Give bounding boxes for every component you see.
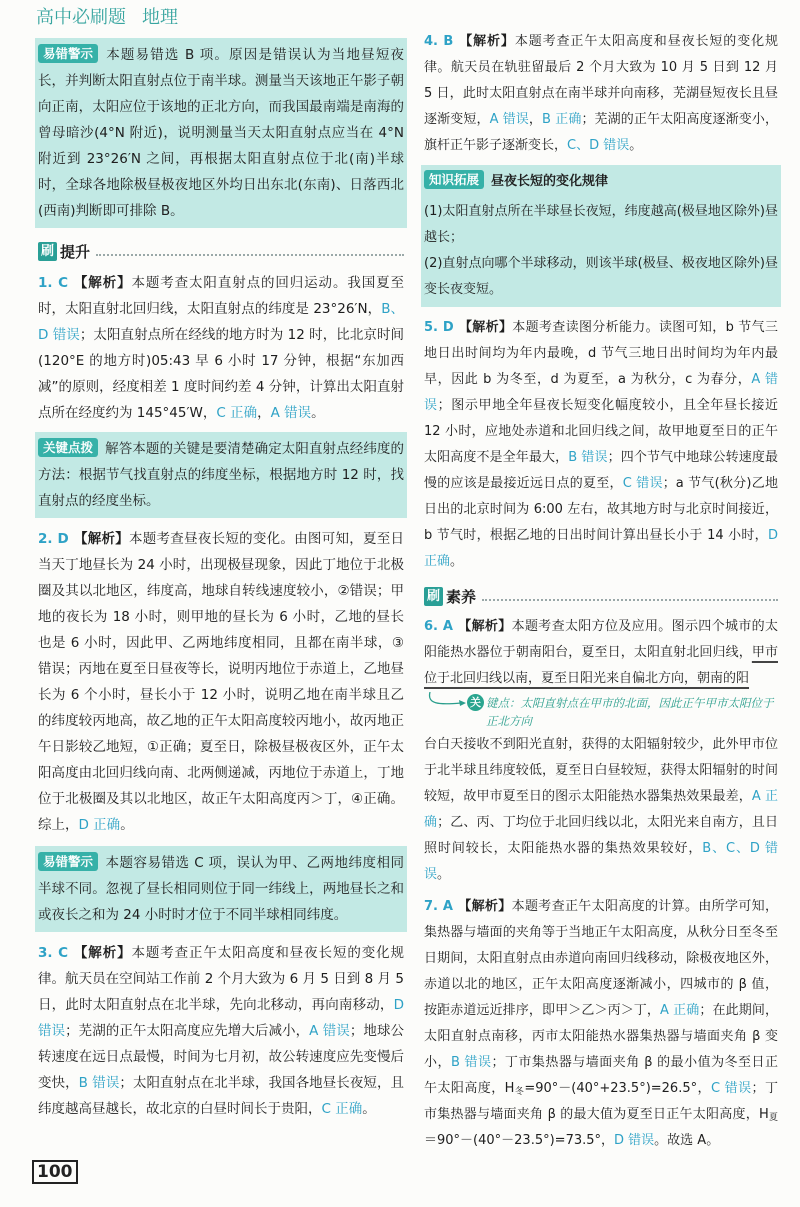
section-title: 素养 [446,587,477,606]
verdict-highlight: D 错误 [38,997,404,1039]
annotation-text: 键点：太阳直射点在甲市的北面，因此正午甲市太阳位于正北方向 [486,696,774,728]
box-title: 昼夜长短的变化规律 [491,174,609,189]
left-column [38,38,404,1122]
text-run: ， [528,112,543,127]
book-title: 高中必刷题 [36,7,126,28]
analysis-tag: 【解析】 [458,34,515,49]
text-run: 。 [450,554,464,569]
verdict-highlight: A 错误 [309,1023,350,1039]
verdict-highlight: B、C、D 错误 [424,841,778,882]
answer-label: 4. B [424,34,454,49]
box-label: 知识拓展 [424,170,484,189]
box-label: 关键点拨 [38,438,98,457]
text-run: ， [257,405,271,421]
box-paragraph [38,436,404,514]
analysis-tag: 【解析】 [457,899,512,914]
text-run: ；丁市集热器与墙面夹角 β 的最小值为冬至日正午太阳高度，H [424,1055,778,1096]
verdict-highlight: B 错误 [78,1075,120,1091]
answer-label: 6. A [424,619,453,634]
text-run: =90°－(40°+23.5°)=26.5°， [524,1081,711,1096]
answer-7 [424,894,778,1154]
text-run: ；芜湖的正午太阳高度应先增大后减小， [65,1023,310,1039]
verdict-highlight: B 错误 [568,450,608,465]
verdict-highlight: A 正确 [660,1003,700,1018]
box-text: 本题易错选 B 项。原因是错误认为当地昼短夜长，并判断太阳直射点位于南半球。测量当天该地正午影子朝向正南，太阳应位于该地的正北方向，而我国最南端是南海的曾母暗沙(4°N 附近)，说明测量当天太阳直射点应当在 4°N 附近到 23°26′N 之间，再根据太阳直射点位于北(南)半球时，全球各地除极昼极夜地区外均日出东北(东南)、日落西北(西南)判断即可排除 B。 [38,47,404,219]
dotted-rule [482,599,778,601]
box-text: 本题容易错选 C 项，误认为甲、乙两地纬度相同半球不同。忽视了昼长相同则位于同一纬线上，两地昼长之和或夜长之和为 24 小时时才位于不同半球相同纬度。 [38,855,404,923]
right-column [424,29,778,1154]
verdict-highlight: B 错误 [450,1055,492,1070]
section-header-improve [38,238,404,264]
text-run: ；a 节气(秋分)乙地日出的北京时间为 6:00 左右，故其地方时与北京时间接近，b 节气时，根据乙地的日出时间计算出昼长小于 14 小时， [424,476,778,543]
text-run: ；乙、丙、丁均位于北回归线以北，太阳光来自南方，且日照时间较长，太阳能热水器的集热效果较好， [424,815,778,856]
box-heading [424,169,778,195]
text-run: 本题考查太阳直射点的回归运动。我国夏至时，太阳直射北回归线，太阳直射点的纬度是 23°26′N， [38,275,405,317]
text-run: ＝90°－(40°－23.5°)=73.5°， [424,1133,615,1148]
section-header-literacy [424,583,778,609]
text-run: ；四个节气中地球公转速度最慢的应该是最接近远日点的夏至， [424,450,778,491]
answer-6-part-2 [424,732,778,888]
answer-label: 1. C [38,275,69,291]
text-run: 台白天接收不到阳光直射，获得的太阳辐射较少，此外甲市位于北半球且纬度较低，夏至日白昼较短，获得太阳辐射的时间较短，故甲市夏至日的图示太阳能热水器集热效果最差， [424,737,778,804]
verdict-highlight: C 错误 [711,1081,752,1096]
answer-1 [38,270,404,426]
verdict-highlight: C 错误 [622,476,663,491]
text-run: 本题考查正午太阳高度的计算。由所学可知，集热器与墙面的夹角等于当地正午太阳高度，从秋分日至冬至日期间，太阳直射点由赤道向南回归线移动，除极夜地区外，赤道以北的地区，正午太阳高度逐渐减小，四城市的 β 值，按距赤道远近排序，即甲＞乙＞丙＞丁， [424,899,778,1018]
verdict-highlight: A 正确 [424,789,778,830]
verdict-highlight: D 正确 [78,817,121,833]
box-label: 易错警示 [38,852,98,871]
text-run: ；丁市集热器与墙面夹角 β 的最大值为夏至日正午太阳高度，H [424,1081,778,1122]
text-run: 。 [362,1101,376,1117]
text-run: 。 [437,867,451,882]
curved-arrow-icon [424,692,468,732]
analysis-tag: 【解析】 [73,945,132,961]
handwritten-annotation [424,692,778,732]
subscript: 冬 [514,1087,525,1097]
verdict-highlight: A 错误 [489,112,529,127]
verdict-highlight: B、D 错误 [38,301,404,343]
subject-title: 地理 [142,7,178,28]
text-run: 。 [629,138,643,153]
verdict-highlight: D 正确 [424,528,778,569]
knowledge-extension-box [421,165,781,307]
text-run: ；图示甲地全年昼夜长短变化幅度较小，且全年昼长接近 12 小时，应地处赤道和北回归线之间，故甲地夏至日的正午太阳高度不是全年最大， [424,398,778,465]
text-run: 本题考查昼夜长短的变化。由图可知，夏至日当天丁地昼长为 24 小时，出现极昼现象，因此丁地位于北极圈及其以北地区，纬度高，地球自转线速度较小，②错误；甲地的夜长为 18 小时，则甲地的昼长为 6 小时，乙地的昼长也是 6 小时，因此甲、乙两地纬度相同，且都在南半球，③错误；丙地在夏至日昼夜等长，说明丙地位于赤道上，乙地昼长为 6 个小时，昼长小于 12 小时，说明乙地在南半球且乙的纬度较丙地高，故乙地的正午太阳高度较丙地小，故丙地正午日影较乙地短，①正确；夏至日，除极昼极夜区外，正午太阳高度由北回归线向南、北两侧递减，丙地位于赤道上，丁地位于北极圈及其以北地区，故正午太阳高度丙＞丁，④正确。综上， [38,531,405,833]
analysis-tag: 【解析】 [73,531,130,547]
error-warning-box [35,846,407,932]
verdict-highlight: C 正确 [321,1101,363,1117]
answer-3 [38,940,404,1122]
key-point-icon: 关 [467,694,484,711]
text-run: 。 [120,817,134,833]
answer-label: 2. D [38,531,69,547]
answer-label: 5. D [424,320,454,335]
text-run: 本题考查读图分析能力。读图可知，b 节气三地日出时间均为年内最晚，d 节气三地日出时间均为年内最早，因此 b 为冬至，d 为夏至，a 为秋分，c 为春分， [424,320,778,387]
box-text: 解答本题的关键是要清楚确定太阳直射点经纬度的方法：根据节气找直射点的纬度坐标，根据地方时 12 时，找直射点的经度坐标。 [38,441,404,509]
section-title: 提升 [60,242,91,261]
answer-label: 7. A [424,899,453,914]
subscript: 夏 [768,1113,778,1123]
verdict-highlight: C、D 错误 [567,138,630,153]
text-run: ；太阳直射点所在经线的地方时为 12 时，比北京时间(120°E 的地方时)05:43 早 6 小时 17 分钟，根据“东加西减”的原则，经度相差 1 度时间约差 4 分钟，计算出太阳直射点所在经度约为 145°45′W， [38,327,405,421]
underlined-key-text: 甲市位于北回归线以南，夏至日阳光来自偏北方向，朝南的阳 [424,645,778,686]
key-tip-box [35,432,407,518]
box-paragraph [38,42,404,224]
answer-6-part-1 [424,614,778,692]
analysis-tag: 【解析】 [73,275,132,291]
answer-4 [424,29,778,159]
text-run: ；太阳直射点在北半球，我国各地昼长夜短，且纬度越高昼越长，故北京的白昼时间长于贵阳， [38,1075,404,1117]
brush-icon: 刷 [38,242,57,261]
verdict-highlight: C 正确 [216,405,258,421]
page-number: 100 [32,1160,78,1184]
text-run: ；在此期间，太阳直射点南移，丙市太阳能热水器集热器与墙面夹角 β 变小， [424,1003,778,1070]
text-run: 本题考查正午太阳高度和昼夜长短的变化规律。航天员在空间站工作前 2 个月大致为 6 月 5 日到 8 月 5 日，此时太阳直射点在北半球，先向北移动，再向南移动， [38,945,405,1013]
box-item: (2)直射点向哪个半球移动，则该半球(极昼、极夜地区除外)昼变长夜变短。 [424,256,778,297]
verdict-highlight: B 正确 [542,112,582,127]
text-run: ；地球公转速度在远日点最慢，时间为七月初，故公转速度应先变慢后变快， [38,1023,405,1091]
dotted-rule [96,254,404,256]
verdict-highlight: A 错误 [424,372,779,413]
text-run: 本题考查太阳方位及应用。图示四个城市的太阳能热水器位于朝南阳台，夏至日，太阳直射北回归线， [424,619,778,660]
verdict-highlight: D 错误 [614,1133,655,1148]
error-warning-box [35,38,407,228]
box-item: (1)太阳直射点所在半球昼长夜短，纬度越高(极昼地区除外)昼越长； [424,204,778,245]
analysis-tag: 【解析】 [458,320,513,335]
analysis-tag: 【解析】 [457,619,512,634]
page-header [36,6,178,30]
text-run: 。 [311,405,325,421]
answer-label: 3. C [38,945,69,961]
box-label: 易错警示 [38,44,98,63]
brush-icon: 刷 [424,587,443,606]
box-paragraph [38,850,404,928]
text-run: 本题考查正午太阳高度和昼夜长短的变化规律。航天员在轨驻留最后 2 个月大致为 10 月 5 日到 12 月 5 日，此时太阳直射点在南半球并向南移，芜湖昼短夜长且昼逐渐变短， [424,34,778,127]
answer-5 [424,315,778,575]
answer-2 [38,526,404,838]
verdict-highlight: A 错误 [270,405,312,421]
text-run: ；芜湖的正午太阳高度逐渐变小，旗杆正午影子逐渐变长， [424,112,778,153]
text-run: 。故选 A。 [654,1133,720,1148]
